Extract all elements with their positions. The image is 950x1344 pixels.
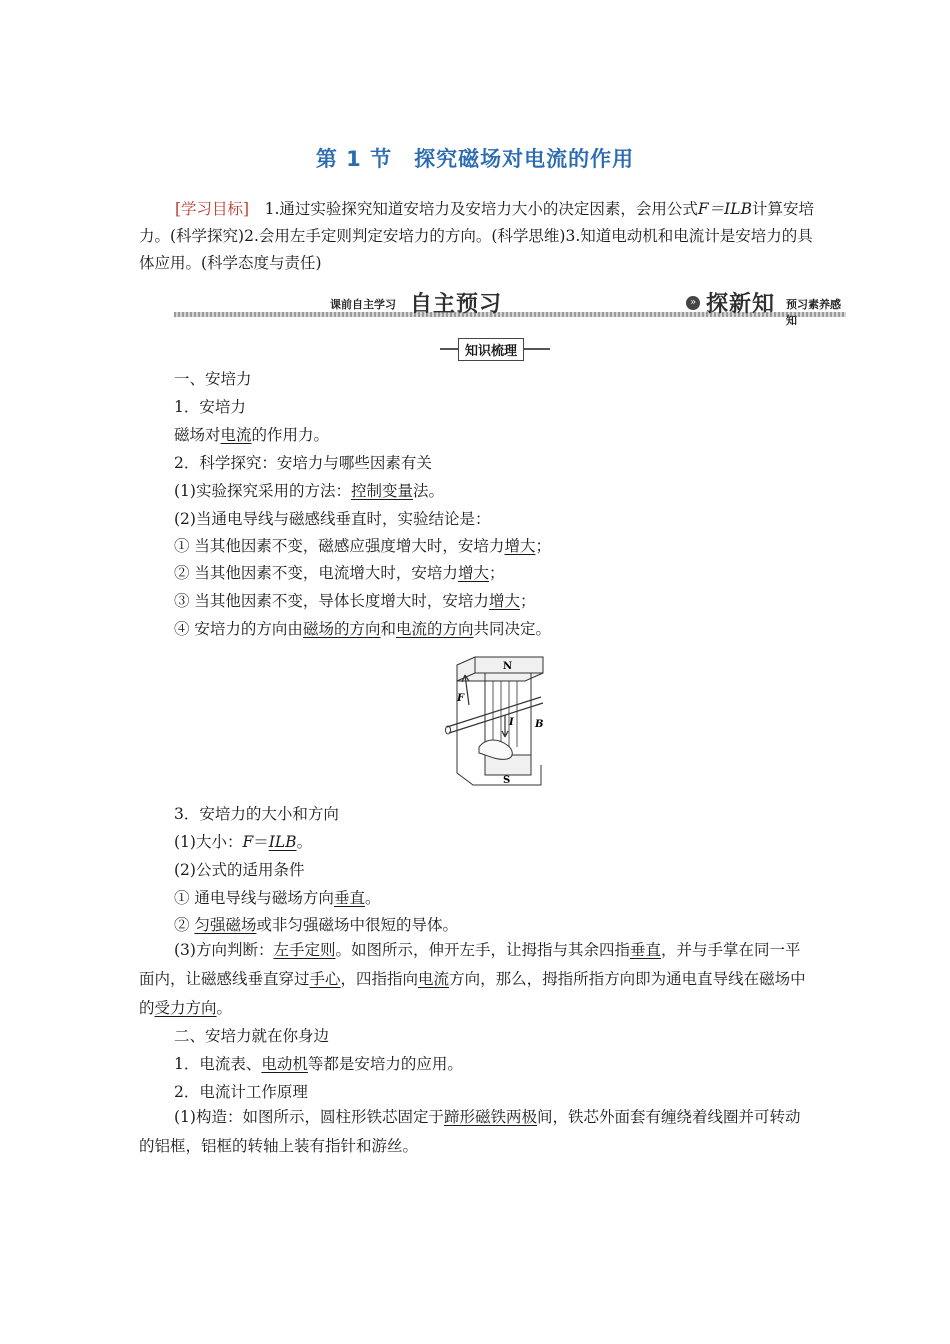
item-3-1: [174, 830, 312, 852]
answer-blank: 电动机: [261, 1055, 308, 1073]
conclusion-1: [174, 534, 551, 556]
text: ，四指指向: [340, 970, 419, 988]
text: 等都是安培力的应用。: [307, 1055, 463, 1073]
label-b: B: [535, 719, 544, 730]
banner-arrow-icon: »: [686, 296, 700, 310]
text: ④ 安培力的方向由: [174, 620, 303, 638]
formula: F＝ILB: [697, 200, 752, 218]
banner-title-2: 探新知: [706, 292, 776, 317]
section-number: 第 1 节: [315, 147, 393, 171]
heading-2: 二、安培力就在你身边: [174, 1027, 330, 1045]
goals-text-rest: 计算安培力。(科学探究)2.会用左手定则判定安培力的方向。(科学思维)3.知道电动机和电流计是安培力的具体应用。(科学态度与责任): [139, 200, 814, 272]
item-2-2: (2)当通电导线与磁感线垂直时，实验结论是：: [174, 510, 491, 528]
section-banner: [174, 286, 846, 327]
text: (3)方向判断：: [174, 941, 274, 959]
text: 方向，那么，拇指所指方向即为通电直导线在磁场中的: [139, 970, 806, 1017]
subheading-2: 2．科学探究：安培力与哪些因素有关: [174, 454, 432, 472]
item-t1: [174, 1052, 463, 1074]
answer-blank: 电流: [220, 426, 252, 444]
answer-blank: 电流: [418, 970, 450, 988]
answer-blank: 控制变量: [350, 482, 413, 500]
text: ① 当其他因素不变，磁感应强度增大时，安培力: [174, 537, 505, 555]
answer-blank: ILB: [268, 833, 297, 851]
text: (1)大小：: [174, 833, 243, 851]
text: 磁场对: [174, 426, 221, 444]
answer-blank: 增大: [457, 564, 489, 582]
text: 。如图所示，伸开左手，让拇指与其余四指: [335, 941, 630, 959]
text: 。: [364, 889, 381, 907]
text: 法。: [412, 482, 444, 500]
answer-blank: 增大: [504, 537, 536, 555]
knowledge-tag-label: 知识梳理: [458, 338, 524, 361]
section-name: 探究磁场对电流的作用: [414, 147, 635, 171]
heading-1: 一、安培力: [174, 370, 252, 388]
label-n: N: [503, 661, 513, 672]
text: (1)实验探究采用的方法：: [174, 482, 351, 500]
answer-blank: 手心: [309, 970, 341, 988]
answer-blank: 增大: [488, 592, 520, 610]
conclusion-3: [174, 589, 535, 611]
item-3-2-2: [174, 913, 458, 935]
magnet-left-hand-figure: [445, 655, 555, 795]
answer-blank: 垂直: [333, 889, 365, 907]
text: 共同决定。: [473, 620, 551, 638]
answer-blank: 受力方向: [154, 999, 217, 1017]
text: ③ 当其他因素不变，导体长度增大时，安培力: [174, 592, 489, 610]
learning-goals: [139, 196, 819, 277]
text: 和: [380, 620, 396, 638]
text: ②: [174, 916, 195, 934]
answer-blank: 匀强磁场: [194, 916, 257, 934]
conclusion-2: [174, 561, 504, 583]
text: ，并与手掌在同一平面内，让磁感线垂直穿过: [139, 941, 801, 988]
banner-title-1: 自主预习: [410, 292, 503, 317]
answer-blank: 蹄形磁铁两极: [443, 1108, 537, 1126]
item-t2-1: [139, 1103, 809, 1161]
text: ② 当其他因素不变，电流增大时，安培力: [174, 564, 458, 582]
goals-tag: [学习目标]: [175, 200, 250, 218]
text: ；: [488, 564, 505, 582]
text: 间，铁芯外面套有缠绕着线圈并可转动的铝框，铝框的转轴上装有指针和游丝。: [139, 1108, 801, 1155]
text: ；: [535, 537, 551, 555]
subheading-1: 1．安培力: [174, 398, 246, 416]
answer-blank: 磁场的方向: [302, 620, 381, 638]
text: ① 通电导线与磁场方向: [174, 889, 334, 907]
item-2-1: [174, 479, 444, 501]
item-3-2-1: [174, 886, 380, 908]
text: 1．电流表、: [174, 1055, 262, 1073]
banner-right-label: 预习素养感知: [786, 298, 841, 327]
text: 的作用力。: [251, 426, 330, 444]
definition: [174, 423, 329, 445]
goals-text: 1.通过实验探究知道安培力及安培力大小的决定因素，会用公式: [264, 200, 698, 218]
answer-blank: 垂直: [630, 941, 662, 959]
text: ；: [519, 592, 536, 610]
conclusion-4: [174, 617, 551, 639]
banner-left-label: 课前自主学习: [330, 298, 396, 311]
text: 。: [216, 999, 233, 1017]
label-i: I: [509, 717, 514, 728]
item-3-3: [139, 936, 809, 1023]
answer-blank: 电流的方向: [395, 620, 474, 638]
label-f: F: [457, 693, 465, 704]
knowledge-tag: [440, 338, 550, 360]
page-title: [0, 143, 950, 173]
text: (1)构造：如图所示，圆柱形铁芯固定于: [174, 1108, 444, 1126]
answer-blank: 左手定则: [273, 941, 336, 959]
subheading-3: 3．安培力的大小和方向: [174, 805, 339, 823]
formula-f: F: [242, 833, 254, 851]
item-3-2: (2)公式的适用条件: [174, 861, 305, 879]
text: 。: [296, 833, 313, 851]
label-s: S: [503, 775, 511, 786]
text: ＝: [253, 833, 269, 851]
text: 或非匀强磁场中很短的导体。: [256, 916, 458, 934]
item-t2: 2．电流计工作原理: [174, 1083, 308, 1101]
